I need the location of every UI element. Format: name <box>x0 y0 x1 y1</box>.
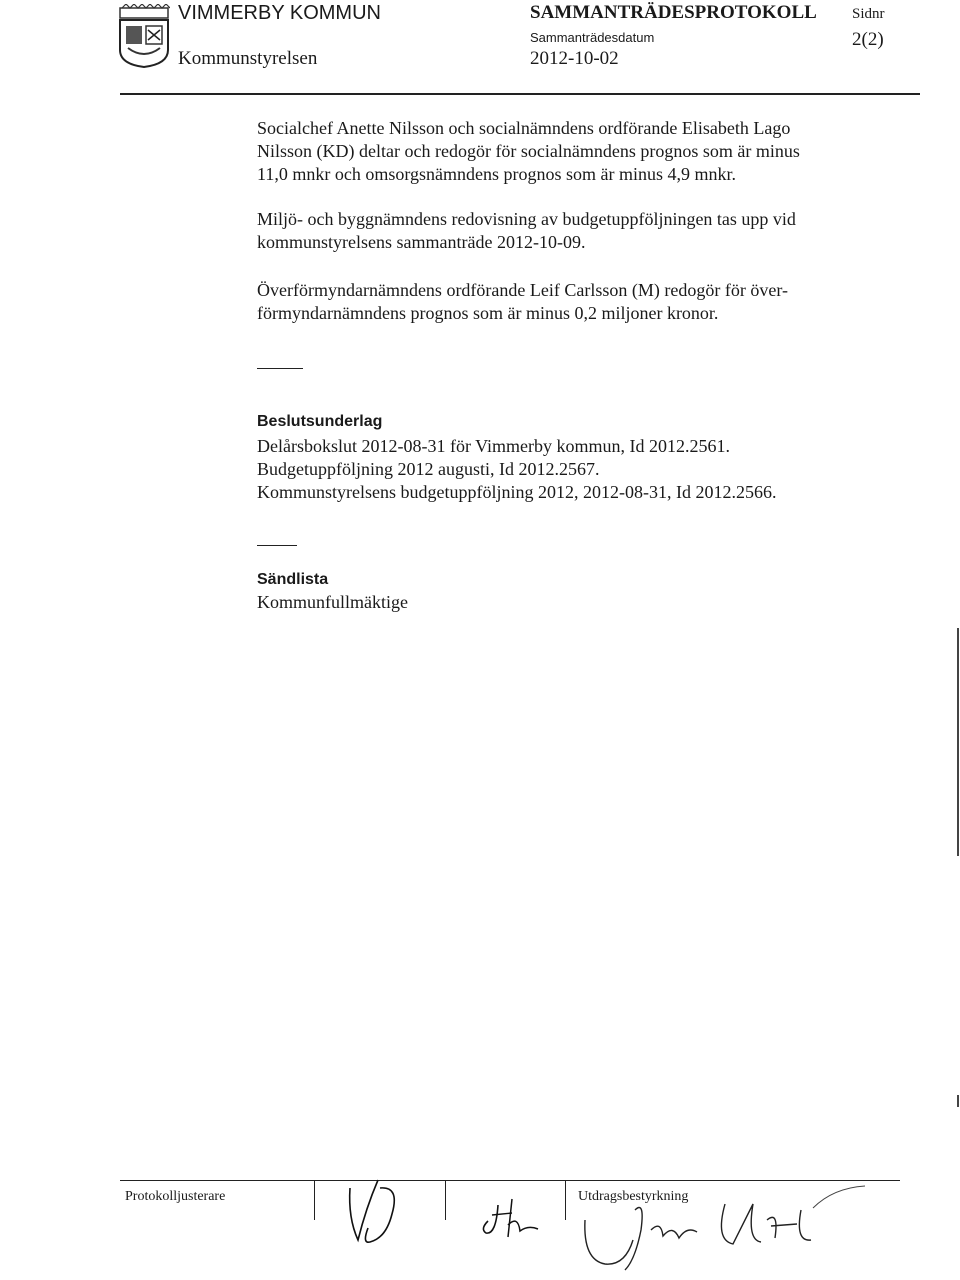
signature-initials-1 <box>340 1168 410 1253</box>
utdragsbestyrkning-label: Utdragsbestyrkning <box>578 1189 689 1204</box>
signature-initials-2 <box>478 1185 548 1250</box>
list-item: Kommunstyrelsens budgetuppföljning 2012, 2012-08-31, Id 2012.2566. <box>257 482 777 502</box>
section-heading-beslutsunderlag: Beslutsunderlag <box>257 413 383 430</box>
meeting-date-label: Sammanträdesdatum <box>530 30 655 45</box>
paragraph-line: Nilsson (KD) deltar och redogör för socialnämndens prognos som är minus <box>257 141 800 161</box>
paragraph-environment <box>257 208 857 254</box>
paragraph-line: kommunstyrelsens sammanträde 2012-10-09. <box>257 232 586 252</box>
page-number: 2(2) <box>852 29 884 50</box>
signature-box-divider <box>314 1180 315 1220</box>
distribution-recipient: Kommunfullmäktige <box>257 592 408 612</box>
page-number-label: Sidnr <box>852 6 885 22</box>
municipality-logo <box>118 4 170 68</box>
signature-box-divider <box>565 1180 566 1220</box>
document-title: SAMMANTRÄDESPROTOKOLL <box>530 2 817 23</box>
header-divider <box>120 93 920 95</box>
signature-box-divider <box>445 1180 446 1220</box>
list-item: Budgetuppföljning 2012 augusti, Id 2012.2567. <box>257 459 600 479</box>
paragraph-line: Överförmyndarnämndens ordförande Leif Carlsson (M) redogör för över- <box>257 280 788 300</box>
list-item: Delårsbokslut 2012-08-31 för Vimmerby kommun, Id 2012.2561. <box>257 436 731 456</box>
scan-margin-line <box>957 628 959 856</box>
paragraph-guardianship <box>257 279 857 325</box>
signature-certification <box>575 1180 875 1280</box>
paragraph-line: Socialchef Anette Nilsson och socialnämndens ordförande Elisabeth Lago <box>257 118 791 138</box>
committee-name: Kommunstyrelsen <box>178 48 318 69</box>
paragraph-line: Miljö- och byggnämndens redovisning av budgetuppföljningen tas upp vid <box>257 209 796 229</box>
section-separator <box>257 545 297 546</box>
paragraph-social-services <box>257 117 857 186</box>
meeting-date: 2012-10-02 <box>530 48 619 69</box>
protokolljusterare-label: Protokolljusterare <box>125 1189 226 1204</box>
municipality-name: VIMMERBY KOMMUN <box>178 2 381 24</box>
scan-margin-line <box>957 1095 959 1107</box>
section-heading-sandlista: Sändlista <box>257 571 329 588</box>
section-separator <box>257 368 303 369</box>
beslutsunderlag-list <box>257 435 857 504</box>
paragraph-line: förmyndarnämndens prognos som är minus 0,2 miljoner kronor. <box>257 303 719 323</box>
paragraph-line: 11,0 mnkr och omsorgsnämndens prognos som är minus 4,9 mnkr. <box>257 164 736 184</box>
